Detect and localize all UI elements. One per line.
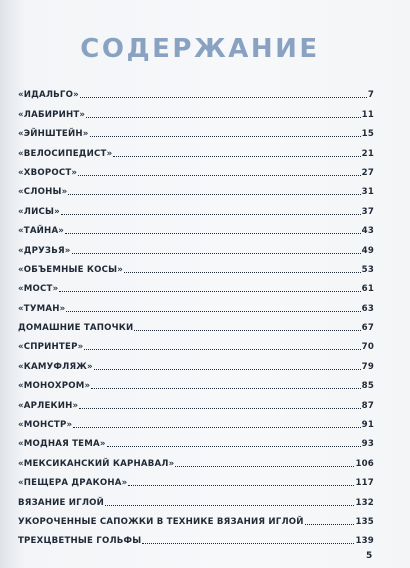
toc-entry-page: 139 xyxy=(355,536,374,547)
toc-entry-page: 135 xyxy=(355,516,374,527)
toc-entry-label: «ЛАБИРИНТ» xyxy=(18,109,86,120)
toc-entry-label: «ДРУЗЬЯ» xyxy=(18,245,71,256)
toc-leader-dots xyxy=(84,348,360,350)
toc-leader-dots xyxy=(61,213,361,215)
toc-leader-dots xyxy=(94,368,361,370)
toc-entry xyxy=(18,179,374,198)
toc-entry-label: «ПЕЩЕРА ДРАКОНА» xyxy=(18,478,128,489)
page-number: 5 xyxy=(366,551,373,561)
toc-entry-label: «ИДАЛЬГО» xyxy=(18,90,79,101)
toc-leader-dots xyxy=(107,445,361,447)
toc-leader-dots xyxy=(72,252,361,254)
toc-leader-dots xyxy=(65,232,361,234)
toc-entry-label: УКОРОЧЕННЫЕ САПОЖКИ В ТЕХНИКЕ ВЯЗАНИЯ ИГЛОЙ xyxy=(18,516,304,527)
toc-entry-label: «АРЛЕКИН» xyxy=(18,400,79,411)
toc-leader-dots xyxy=(90,135,361,137)
toc-entry xyxy=(18,218,374,237)
toc-leader-dots xyxy=(68,193,360,195)
toc-leader-dots xyxy=(142,542,354,544)
toc-entry xyxy=(18,121,374,140)
toc-entry-label: «ВЕЛОСИПЕДИСТ» xyxy=(18,148,113,159)
toc-entry-page: 132 xyxy=(355,497,374,508)
toc-leader-dots xyxy=(59,290,360,292)
toc-entry xyxy=(18,528,374,547)
toc-entry-page: 85 xyxy=(361,381,374,392)
toc-leader-dots xyxy=(175,465,354,467)
toc-entry-page: 11 xyxy=(361,109,374,120)
toc-entry xyxy=(18,392,374,411)
toc-entry-page: 15 xyxy=(361,129,374,140)
toc-entry xyxy=(18,257,374,276)
toc-entry-page: 87 xyxy=(361,400,374,411)
toc-entry-label: «ОБЪЕМНЫЕ КОСЫ» xyxy=(18,264,123,275)
toc-entry-label: «СЛОНЫ» xyxy=(18,187,68,198)
toc-entry-label: «ЭЙНШТЕЙН» xyxy=(18,129,89,140)
table-of-contents xyxy=(18,82,374,547)
toc-entry-label: ДОМАШНИЕ ТАПОЧКИ xyxy=(18,323,134,334)
toc-leader-dots xyxy=(124,271,361,273)
toc-entry-label: ТРЕХЦВЕТНЫЕ ГОЛЬФЫ xyxy=(18,536,142,547)
toc-entry-label: «МОДНАЯ ТЕМА» xyxy=(18,439,106,450)
toc-entry xyxy=(18,450,374,469)
toc-entry xyxy=(18,412,374,431)
toc-entry xyxy=(18,198,374,217)
toc-leader-dots xyxy=(91,387,360,389)
toc-entry xyxy=(18,295,374,314)
toc-entry-label: «ТУМАН» xyxy=(18,303,66,314)
toc-entry xyxy=(18,509,374,528)
toc-entry xyxy=(18,140,374,159)
toc-entry-label: «МОСТ» xyxy=(18,284,59,295)
toc-entry xyxy=(18,431,374,450)
toc-entry-page: 61 xyxy=(361,284,374,295)
toc-leader-dots xyxy=(105,504,354,506)
toc-leader-dots xyxy=(66,310,360,312)
toc-entry-page: 117 xyxy=(355,478,374,489)
toc-entry xyxy=(18,334,374,353)
toc-entry xyxy=(18,470,374,489)
toc-entry-label: «МОНОХРОМ» xyxy=(18,381,91,392)
toc-entry xyxy=(18,373,374,392)
toc-entry-page: 67 xyxy=(361,323,374,334)
toc-entry xyxy=(18,315,374,334)
toc-entry-page: 21 xyxy=(361,148,374,159)
toc-leader-dots xyxy=(80,96,367,98)
toc-leader-dots xyxy=(305,523,355,525)
toc-leader-dots xyxy=(79,407,360,409)
toc-entry-page: 43 xyxy=(361,226,374,237)
toc-entry-label: «СПРИНТЕР» xyxy=(18,342,84,353)
toc-leader-dots xyxy=(128,484,354,486)
toc-entry-label: «МОНСТР» xyxy=(18,420,73,431)
page-title: СОДЕРЖАНИЕ xyxy=(80,34,320,64)
toc-entry-page: 70 xyxy=(361,342,374,353)
toc-entry-label: «ТАЙНА» xyxy=(18,226,65,237)
toc-entry-page: 27 xyxy=(361,167,374,178)
toc-entry-label: «КАМУФЛЯЖ» xyxy=(18,361,93,372)
toc-leader-dots xyxy=(73,426,360,428)
toc-entry-page: 106 xyxy=(355,458,374,469)
toc-entry-page: 31 xyxy=(361,187,374,198)
toc-entry-page: 93 xyxy=(361,439,374,450)
toc-leader-dots xyxy=(86,116,360,118)
toc-entry xyxy=(18,489,374,508)
toc-entry-label: «МЕКСИКАНСКИЙ КАРНАВАЛ» xyxy=(18,458,175,469)
toc-entry xyxy=(18,276,374,295)
toc-entry-page: 79 xyxy=(361,361,374,372)
toc-entry-page: 7 xyxy=(367,90,374,101)
toc-entry xyxy=(18,237,374,256)
toc-entry-page: 53 xyxy=(361,264,374,275)
toc-leader-dots xyxy=(113,155,360,157)
toc-entry-label: «ХВОРОСТ» xyxy=(18,167,78,178)
toc-entry xyxy=(18,82,374,101)
toc-entry-page: 63 xyxy=(361,303,374,314)
toc-entry xyxy=(18,353,374,372)
toc-entry-label: «ЛИСЫ» xyxy=(18,206,60,217)
toc-entry-page: 49 xyxy=(361,245,374,256)
toc-leader-dots xyxy=(134,329,360,331)
toc-entry-page: 37 xyxy=(361,206,374,217)
toc-entry xyxy=(18,160,374,179)
toc-entry-label: ВЯЗАНИЕ ИГЛОЙ xyxy=(18,497,105,508)
toc-leader-dots xyxy=(78,174,360,176)
toc-entry xyxy=(18,101,374,120)
toc-entry-page: 91 xyxy=(361,420,374,431)
